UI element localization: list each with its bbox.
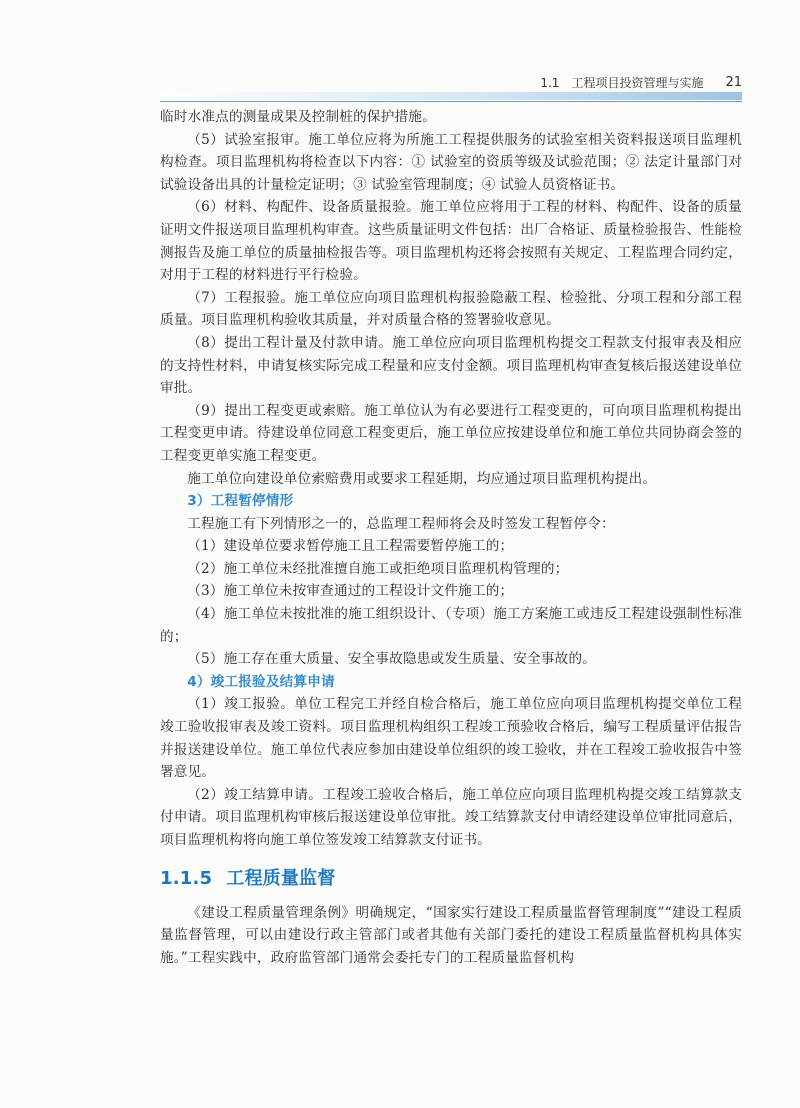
paragraph: （2）施工单位未经批准擅自施工或拒绝项目监理机构管理的； xyxy=(187,560,569,577)
body-text xyxy=(160,106,742,969)
paragraph: （1）竣工报验。单位工程完工并经自检合格后，施工单位应向项目监理机构提交单位工程竣工验收报审表及竣工资料。项目监理机构组织工程竣工预验收合格后，编写工程质量评估报告并报送建设单位。施工单位代表应参加由建设单位组织的竣工验收，并在工程竣工验收报告中签署意见。 xyxy=(160,696,742,781)
running-header-section: 1.1 工程项目投资管理与实施 xyxy=(540,76,704,90)
paragraph: 临时水准点的测量成果及控制桩的保护措施。 xyxy=(160,109,436,125)
paragraph: （5）施工存在重大质量、安全事故隐患或发生质量、安全事故的。 xyxy=(187,651,597,668)
paragraph: （7）工程报验。施工单位应向项目监理机构报验隐蔽工程、检验批、分项工程和分部工程质量。项目监理机构验收其质量，并对质量合格的签署验收意见。 xyxy=(160,289,742,329)
closing-paragraph: 《建设工程质量管理条例》明确规定，“国家实行建设工程质量监督管理制度”“建设工程质量监督管理，可以由建设行政主管部门或者其他有关部门委托的建设工程质量监督机构具体实施。”工程实践中，政府监管部门通常会委托专门的工程质量监督机构 xyxy=(160,904,742,966)
paragraph: （2）竣工结算申请。工程竣工验收合格后，施工单位应向项目监理机构提交竣工结算款支付申请。项目监理机构审核后报送建设单位审批。竣工结算款支付申请经建设单位审批同意后，项目监理机构将向施工单位签发竣工结算款支付证书。 xyxy=(160,786,742,848)
page-header xyxy=(160,72,742,102)
page-number: 21 xyxy=(725,75,742,90)
paragraph: （1）建设单位要求暂停施工且工程需要暂停施工的； xyxy=(187,538,514,555)
section-title: 工程质量监督 xyxy=(226,867,336,889)
subheading: 4）竣工报验及结算申请 xyxy=(187,673,335,690)
paragraph-list xyxy=(160,106,742,852)
paragraph: （4）施工单位未按批准的施工组织设计、（专项）施工方案施工或违反工程建设强制性标准的； xyxy=(160,606,742,645)
paragraph: （3）施工单位未按审查通过的工程设计文件施工的； xyxy=(187,583,514,600)
paragraph: 工程施工有下列情形之一的，总监理工程师将会及时签发工程暂停令： xyxy=(187,515,615,532)
section-number: 1.1.5 xyxy=(160,867,213,889)
paragraph: （5）试验室报审。施工单位应将为所施工工程提供服务的试验室相关资料报送项目监理机构检查。项目监理机构将检查以下内容：① 试验室的资质等级及试验范围；② 法定计量部门对试验设备出具的计量检定证明；③ 试验室管理制度；④ 试验人员资格证书。 xyxy=(160,131,742,193)
paragraph: （6）材料、构配件、设备质量报验。施工单位应将用于工程的材料、构配件、设备的质量证明文件报送项目监理机构审查。这些质量证明文件包括：出厂合格证、质量检验报告、性能检测报告及施工单位的质量抽检报告等。项目监理机构还将会按照有关规定、工程监理合同约定，对用于工程的材料进行平行检验。 xyxy=(160,199,742,284)
paragraph: （9）提出工程变更或索赔。施工单位认为有必要进行工程变更的，可向项目监理机构提出工程变更申请。待建设单位同意工程变更后，施工单位应按建设单位和施工单位共同协商会签的工程变更单实施工程变更。 xyxy=(160,402,742,464)
paragraph: 施工单位向建设单位索赔费用或要求工程延期，均应通过项目监理机构提出。 xyxy=(187,470,657,487)
paragraph: （8）提出工程计量及付款申请。施工单位应向项目监理机构提交工程款支付报审表及相应的支持性材料，申请复核实际完成工程量和应支付金额。项目监理机构审查复核后报送建设单位审批。 xyxy=(160,334,742,397)
section-heading xyxy=(160,866,742,892)
subheading: 3）工程暂停情形 xyxy=(187,493,294,510)
